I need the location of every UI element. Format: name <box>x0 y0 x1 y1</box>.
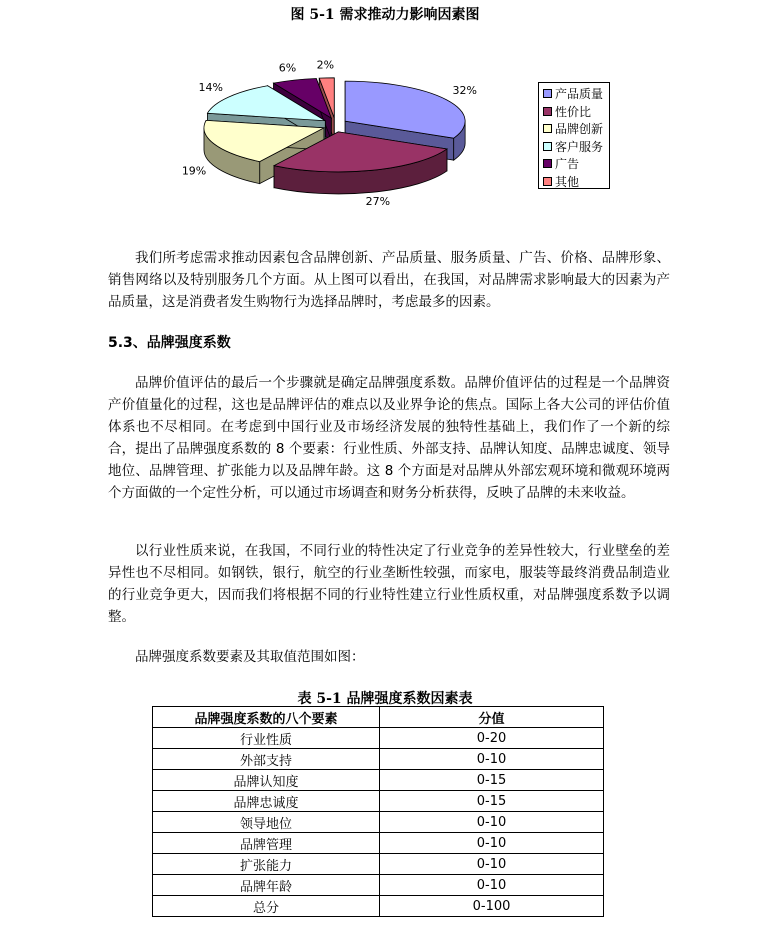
legend-label: 客户服务 <box>555 139 604 154</box>
pie-slice-label: 32% <box>452 83 477 97</box>
legend-swatch <box>543 142 552 151</box>
table-row <box>153 812 604 833</box>
table-cell-factor: 扩张能力 <box>153 854 380 875</box>
table-header-factor: 品牌强度系数的八个要素 <box>153 707 380 728</box>
pie-slice-label: 6% <box>278 61 297 75</box>
legend-label: 产品质量 <box>555 87 604 102</box>
table-cell-score: 0-10 <box>380 812 604 833</box>
table-cell-score: 0-20 <box>380 728 604 749</box>
pie-chart <box>181 58 495 210</box>
table-cell-score: 0-15 <box>380 770 604 791</box>
paragraph-brand-strength: 品牌价值评估的最后一个步骤就是确定品牌强度系数。品牌价值评估的过程是一个品牌资产价值量化的过程，这也是品牌评估的难点以及业界争论的焦点。国际上各大公司的评估价值体系也不尽相同。在考虑到中国行业及市场经济发展的独特性基础上，我们作了一个新的综合，提出了品牌强度系数的 8 个要素：行业性质、外部支持、品牌认知度、品牌忠诚度、领导地位、品牌管理、扩张能力以及品牌年龄。这 8 个方面是对品牌从外部宏观环境和微观环境两个方面做的一个定性分析，可以通过市场调查和财务分析获得，反映了品牌的未来收益。 <box>108 375 670 501</box>
pie-slice-label: 27% <box>365 195 391 209</box>
section-heading: 5.3、品牌强度系数 <box>108 335 231 351</box>
table-cell-factor: 行业性质 <box>153 728 380 749</box>
table-cell-factor: 品牌认知度 <box>153 770 380 791</box>
legend-swatch <box>543 159 552 168</box>
legend-item <box>543 120 609 138</box>
table-cell-score: 0-10 <box>380 749 604 770</box>
table-cell-score: 0-15 <box>380 791 604 812</box>
table-cell-score: 0-10 <box>380 854 604 875</box>
chart-legend <box>538 82 610 189</box>
pie-slice-label: 19% <box>181 164 207 178</box>
table-cell-factor: 领导地位 <box>153 812 380 833</box>
pie-slice-label: 14% <box>198 81 223 95</box>
table-intro-text: 品牌强度系数要素及其取值范围如图： <box>135 649 365 665</box>
legend-label: 性价比 <box>555 104 592 119</box>
brand-strength-table <box>152 706 604 917</box>
legend-item <box>543 155 609 173</box>
table-row <box>153 833 604 854</box>
table-cell-factor: 品牌忠诚度 <box>153 791 380 812</box>
table-row <box>153 854 604 875</box>
legend-item <box>543 103 609 121</box>
table-cell-score: 0-100 <box>380 896 604 917</box>
legend-swatch <box>543 89 552 98</box>
table-header-score: 分值 <box>380 707 604 728</box>
table-cell-factor: 总分 <box>153 896 380 917</box>
paragraph-demand-factors: 我们所考虑需求推动因素包含品牌创新、产品质量、服务质量、广告、价格、品牌形象、销售网络以及特别服务几个方面。从上图可以看出，在我国，对品牌需求影响最大的因素为产品质量，这是消费者发生购物行为选择品牌时，考虑最多的因素。 <box>108 250 670 310</box>
legend-label: 品牌创新 <box>555 122 604 137</box>
legend-item <box>543 173 609 191</box>
table-cell-score: 0-10 <box>380 833 604 854</box>
table-cell-factor: 品牌年龄 <box>153 875 380 896</box>
table-cell-factor: 外部支持 <box>153 749 380 770</box>
table-cell-factor: 品牌管理 <box>153 833 380 854</box>
legend-item <box>543 138 609 156</box>
table-header-row <box>153 707 604 728</box>
legend-label: 其他 <box>555 174 580 189</box>
table-caption: 表 5-1 品牌强度系数因素表 <box>297 691 473 707</box>
legend-label: 广告 <box>555 157 580 172</box>
table-row <box>153 875 604 896</box>
legend-swatch <box>543 177 552 186</box>
table-row <box>153 728 604 749</box>
figure-title: 图 5-1 需求推动力影响因素图 <box>290 7 480 23</box>
paragraph-industry-nature: 以行业性质来说，在我国，不同行业的特性决定了行业竞争的差异性较大，行业壁垒的差异性也不尽相同。如钢铁，银行，航空的行业垄断性较强，而家电，服装等最终消费品制造业的行业竞争更大，因而我们将根据不同的行业特性建立行业性质权重，对品牌强度系数予以调整。 <box>108 543 670 625</box>
legend-swatch <box>543 107 552 116</box>
table-row <box>153 896 604 917</box>
table-row <box>153 770 604 791</box>
legend-item <box>543 85 609 103</box>
pie-slice-label: 2% <box>316 58 335 72</box>
table-cell-score: 0-10 <box>380 875 604 896</box>
table-row <box>153 749 604 770</box>
legend-swatch <box>543 124 552 133</box>
table-row <box>153 791 604 812</box>
